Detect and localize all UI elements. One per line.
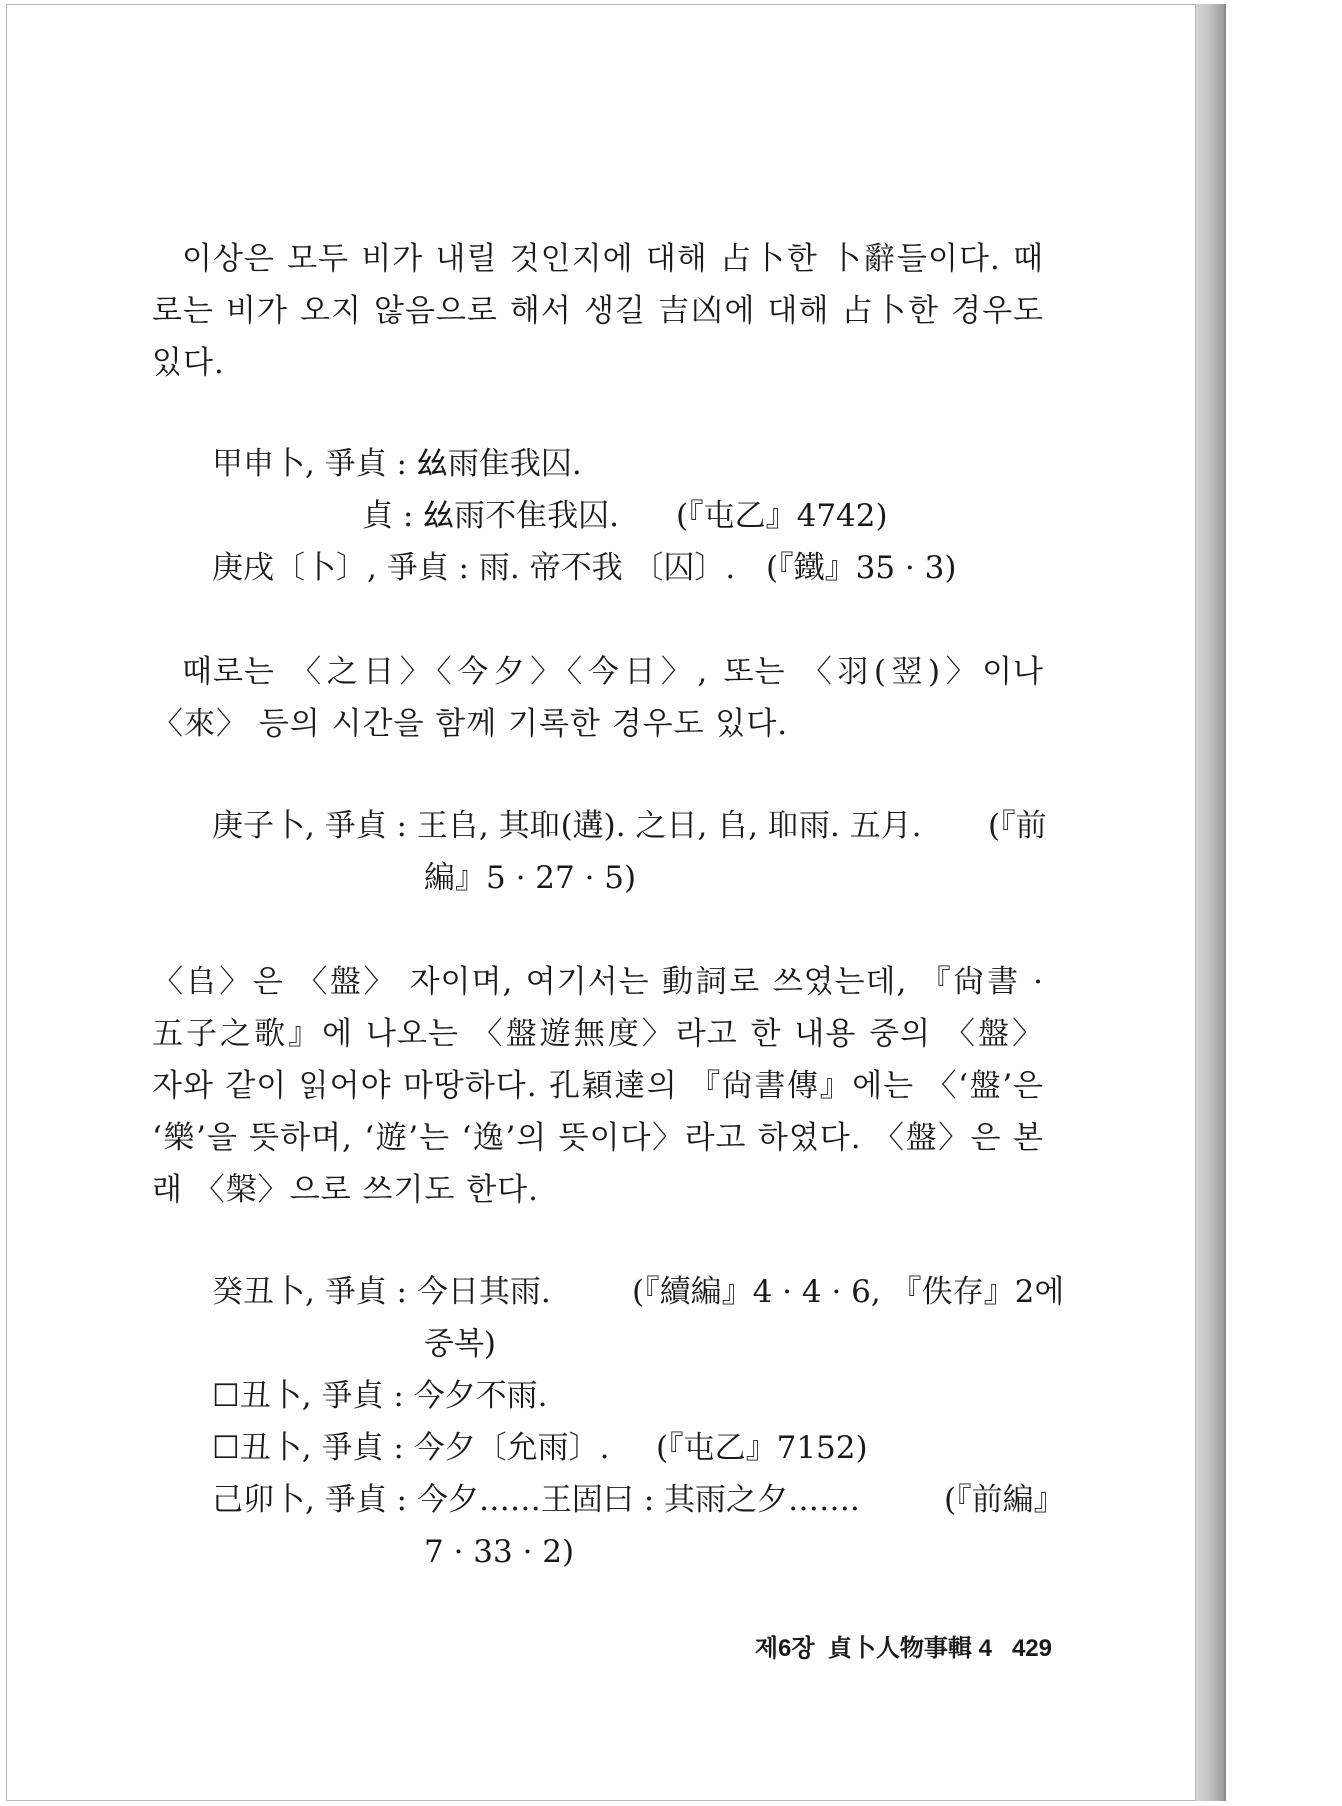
inscription-c4-source [656,1422,868,1474]
inscription-a2 [362,490,619,542]
inscription-c1-source [632,1266,1064,1318]
inscription-text: 甲申卜, 爭貞 : 𢆶雨隹我囚. [212,446,582,482]
paragraph-3 [152,956,1044,1216]
page-stack-edge [1196,4,1226,1801]
inscription-text: ☐丑卜, 爭貞 : 今夕不雨. [212,1378,548,1414]
paragraph-2 [152,646,1044,750]
source-citation: 7 · 33 · 2) [424,1534,575,1570]
inscription-text: 庚戌〔卜〕, 爭貞 : 雨. 帝不我 〔囚〕. [212,550,736,586]
source-citation: (『前編』 [944,1482,1065,1518]
inscription-b1-source [988,800,1047,852]
inscription-c5-source [944,1474,1065,1526]
source-citation: (『前 [988,808,1047,844]
inscription-text: 己卯卜, 爭貞 : 今夕……王固曰 : 其雨之夕……. [212,1482,860,1518]
page-footer [755,1628,1052,1663]
paragraph-1 [152,233,1044,389]
inscription-c2 [424,1318,496,1370]
source-citation: (『鐵』35 · 3) [766,550,957,586]
inscription-text: 貞 : 𢆶雨不隹我囚. [362,498,620,534]
inscription-c6 [424,1526,574,1578]
inscription-b1 [212,800,921,852]
page-number: 429 [1011,1635,1052,1662]
inscription-a1 [212,438,582,490]
source-citation: (『屯乙』7152) [656,1430,868,1466]
inscription-a3 [212,542,735,594]
inscription-text: 庚子卜, 爭貞 : 王𠂤, 其𦔻(遘). 之日, 𠂤, 𦔻雨. 五月. [212,808,922,844]
paragraph-2-text: 때로는 〈之日〉〈今夕〉〈今日〉, 또는 〈羽(翌)〉이나 〈來〉 등의 시간을 함께 기록한 경우도 있다. [152,654,1044,742]
paragraph-3-text: 〈𠂤〉은 〈盤〉 자이며, 여기서는 動詞로 쓰였는데, 『尙書 · 五子之歌』에 나오는 〈盤遊無度〉라고 한 내용 중의 〈盤〉 자와 같이 읽어야 마땅하다. 孔穎達의 『尙書傳』에는 〈‘盤’은 ‘樂’을 뜻하며, ‘遊’는 ‘逸’의 뜻이다〉라고 하였다. 〈盤〉은 본래 〈槃〉으로 쓰기도 한다. [152,964,1044,1208]
inscription-b2 [424,852,636,904]
chapter-title: 제6장 貞卜人物事輯 4 [754,1635,992,1662]
inscription-c4 [212,1422,610,1474]
paragraph-1-text: 이상은 모두 비가 내릴 것인지에 대해 占卜한 卜辭들이다. 때로는 비가 오지 않음으로 해서 생길 吉凶에 대해 占卜한 경우도 있다. [152,241,1044,381]
source-citation: (『屯乙』4742) [676,498,888,534]
inscription-c3 [212,1370,548,1422]
inscription-a2-source [676,490,888,542]
inscription-a3-source [766,542,956,594]
inscription-c1 [212,1266,551,1318]
inscription-text: 癸丑卜, 爭貞 : 今日其雨. [212,1274,551,1310]
source-citation: 중복) [424,1326,496,1362]
source-citation: 編』5 · 27 · 5) [424,860,637,896]
source-citation: (『續編』4 · 4 · 6, 『佚存』2에 [632,1274,1065,1310]
inscription-c5 [212,1474,860,1526]
inscription-text: ☐丑卜, 爭貞 : 今夕〔允雨〕. [212,1430,610,1466]
